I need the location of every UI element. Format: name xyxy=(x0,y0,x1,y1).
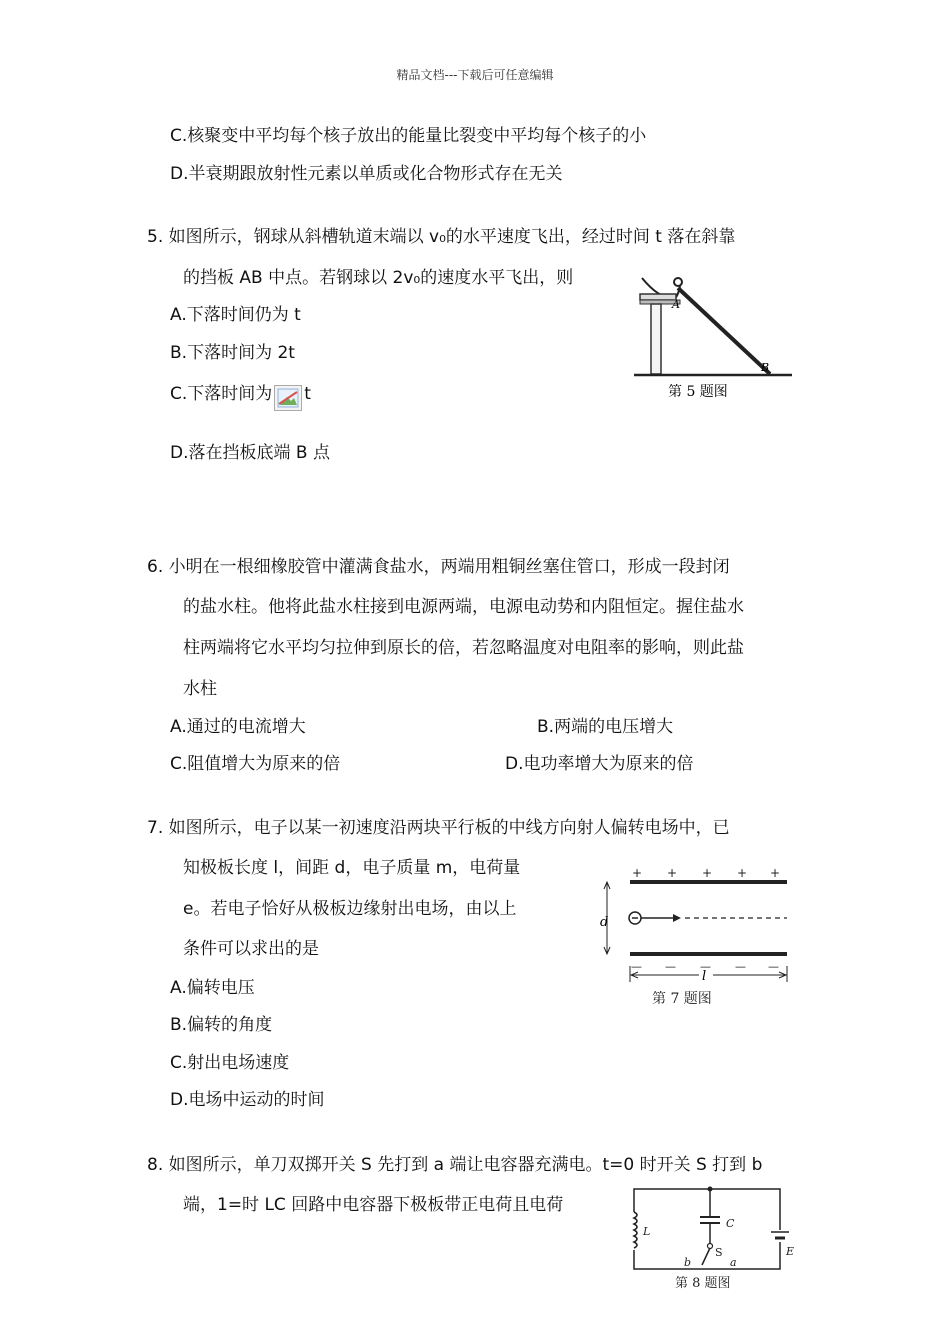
q5-option-d: D.落在挡板底端 B 点 xyxy=(170,443,330,463)
q5-option-a: A.下落时间仍为 t xyxy=(170,305,301,325)
plus-sign: + xyxy=(737,866,748,880)
circuit-loop xyxy=(634,1189,780,1269)
label-l: l xyxy=(702,969,707,984)
q8-stem-line1: 8. 如图所示，单刀双掷开关 S 先打到 a 端让电容器充满电。t=0 时开关 S 打到 b xyxy=(147,1155,763,1175)
q4-option-d: D.半衰期跟放射性元素以单质或化合物形式存在无关 xyxy=(170,164,563,184)
q7-stem-line3: e。若电子恰好从极板边缘射出电场，由以上 xyxy=(183,899,517,919)
q4-option-c: C.核聚变中平均每个核子放出的能量比裂变中平均每个核子的小 xyxy=(170,126,647,146)
figure-7-caption: 第 7 题图 xyxy=(652,991,712,1007)
minus-sign: — xyxy=(768,960,779,973)
q6-stem-line4: 水柱 xyxy=(183,679,217,699)
q5-stem-line1: 5. 如图所示，钢球从斜槽轨道末端以 v₀的水平速度飞出，经过时间 t 落在斜靠 xyxy=(147,227,736,247)
q7-option-b: B.偏转的角度 xyxy=(170,1015,273,1035)
label-d: d xyxy=(600,915,609,930)
q7-option-c: C.射出电场速度 xyxy=(170,1053,290,1073)
q5-option-c-suffix: t xyxy=(304,384,311,404)
baffle-ab xyxy=(678,288,770,374)
figure-8-caption: 第 8 题图 xyxy=(675,1276,731,1291)
minus-sign: — xyxy=(700,960,711,973)
broken-image-icon xyxy=(274,385,302,411)
figure-5-caption: 第 5 题图 xyxy=(668,384,728,400)
q6-option-a: A.通过的电流增大 xyxy=(170,717,306,737)
switch-pivot xyxy=(708,1244,713,1249)
minus-sign: — xyxy=(735,960,746,973)
q5-option-c xyxy=(170,381,311,407)
q6-option-b: B.两端的电压增大 xyxy=(537,717,674,737)
q6-stem-line1: 6. 小明在一根细橡胶管中灌满食盐水，两端用粗铜丝塞住管口，形成一段封闭 xyxy=(147,557,730,577)
label-e: E xyxy=(786,1245,795,1258)
figure-7-diagram xyxy=(595,862,800,1012)
q7-stem-line2: 知极板长度 l，间距 d，电子质量 m，电荷量 xyxy=(183,858,521,878)
q7-stem-line4: 条件可以求出的是 xyxy=(183,939,319,959)
plus-sign: + xyxy=(702,866,713,880)
q6-stem-line3: 柱两端将它水平均匀拉伸到原长的倍，若忽略温度对电阻率的影响，则此盐 xyxy=(183,638,744,658)
page-header: 精品文档---下载后可任意编辑 xyxy=(396,68,554,82)
switch-blade xyxy=(702,1248,710,1265)
q5-stem-line2: 的挡板 AB 中点。若钢球以 2v₀的速度水平飞出，则 xyxy=(183,268,574,288)
plus-sign: + xyxy=(632,866,643,880)
label-b: B xyxy=(761,361,770,374)
label-b: b xyxy=(684,1256,692,1269)
q6-option-d: D.电功率增大为原来的倍 xyxy=(505,754,694,774)
q7-option-a: A.偏转电压 xyxy=(170,978,255,998)
label-c: C xyxy=(726,1217,735,1230)
q6-stem-line2: 的盐水柱。他将此盐水柱接到电源两端，电源电动势和内阻恒定。握住盐水 xyxy=(183,597,744,617)
q7-stem-line1: 7. 如图所示，电子以某一初速度沿两块平行板的中线方向射人偏转电场中，已 xyxy=(147,818,730,838)
q7-option-d: D.电场中运动的时间 xyxy=(170,1090,325,1110)
q8-stem-line2: 端，1=时 LC 回路中电容器下极板带正电荷且电荷 xyxy=(183,1195,564,1215)
minus-sign: — xyxy=(631,960,642,973)
q6-option-c: C.阻值增大为原来的倍 xyxy=(170,754,341,774)
minus-sign: — xyxy=(665,960,676,973)
label-l: L xyxy=(643,1225,651,1238)
table-leg xyxy=(651,304,661,374)
label-a: A xyxy=(672,298,680,311)
label-a: a xyxy=(730,1256,737,1269)
figure-8-diagram xyxy=(620,1180,800,1295)
table-top xyxy=(640,294,676,300)
figure-5-diagram xyxy=(620,270,800,410)
steel-ball xyxy=(674,278,682,286)
q5-option-c-prefix: C.下落时间为 xyxy=(170,384,273,404)
q5-option-b: B.下落时间为 2t xyxy=(170,343,295,363)
plus-sign: + xyxy=(770,866,781,880)
label-s: S xyxy=(715,1246,723,1259)
plus-sign: + xyxy=(667,866,678,880)
